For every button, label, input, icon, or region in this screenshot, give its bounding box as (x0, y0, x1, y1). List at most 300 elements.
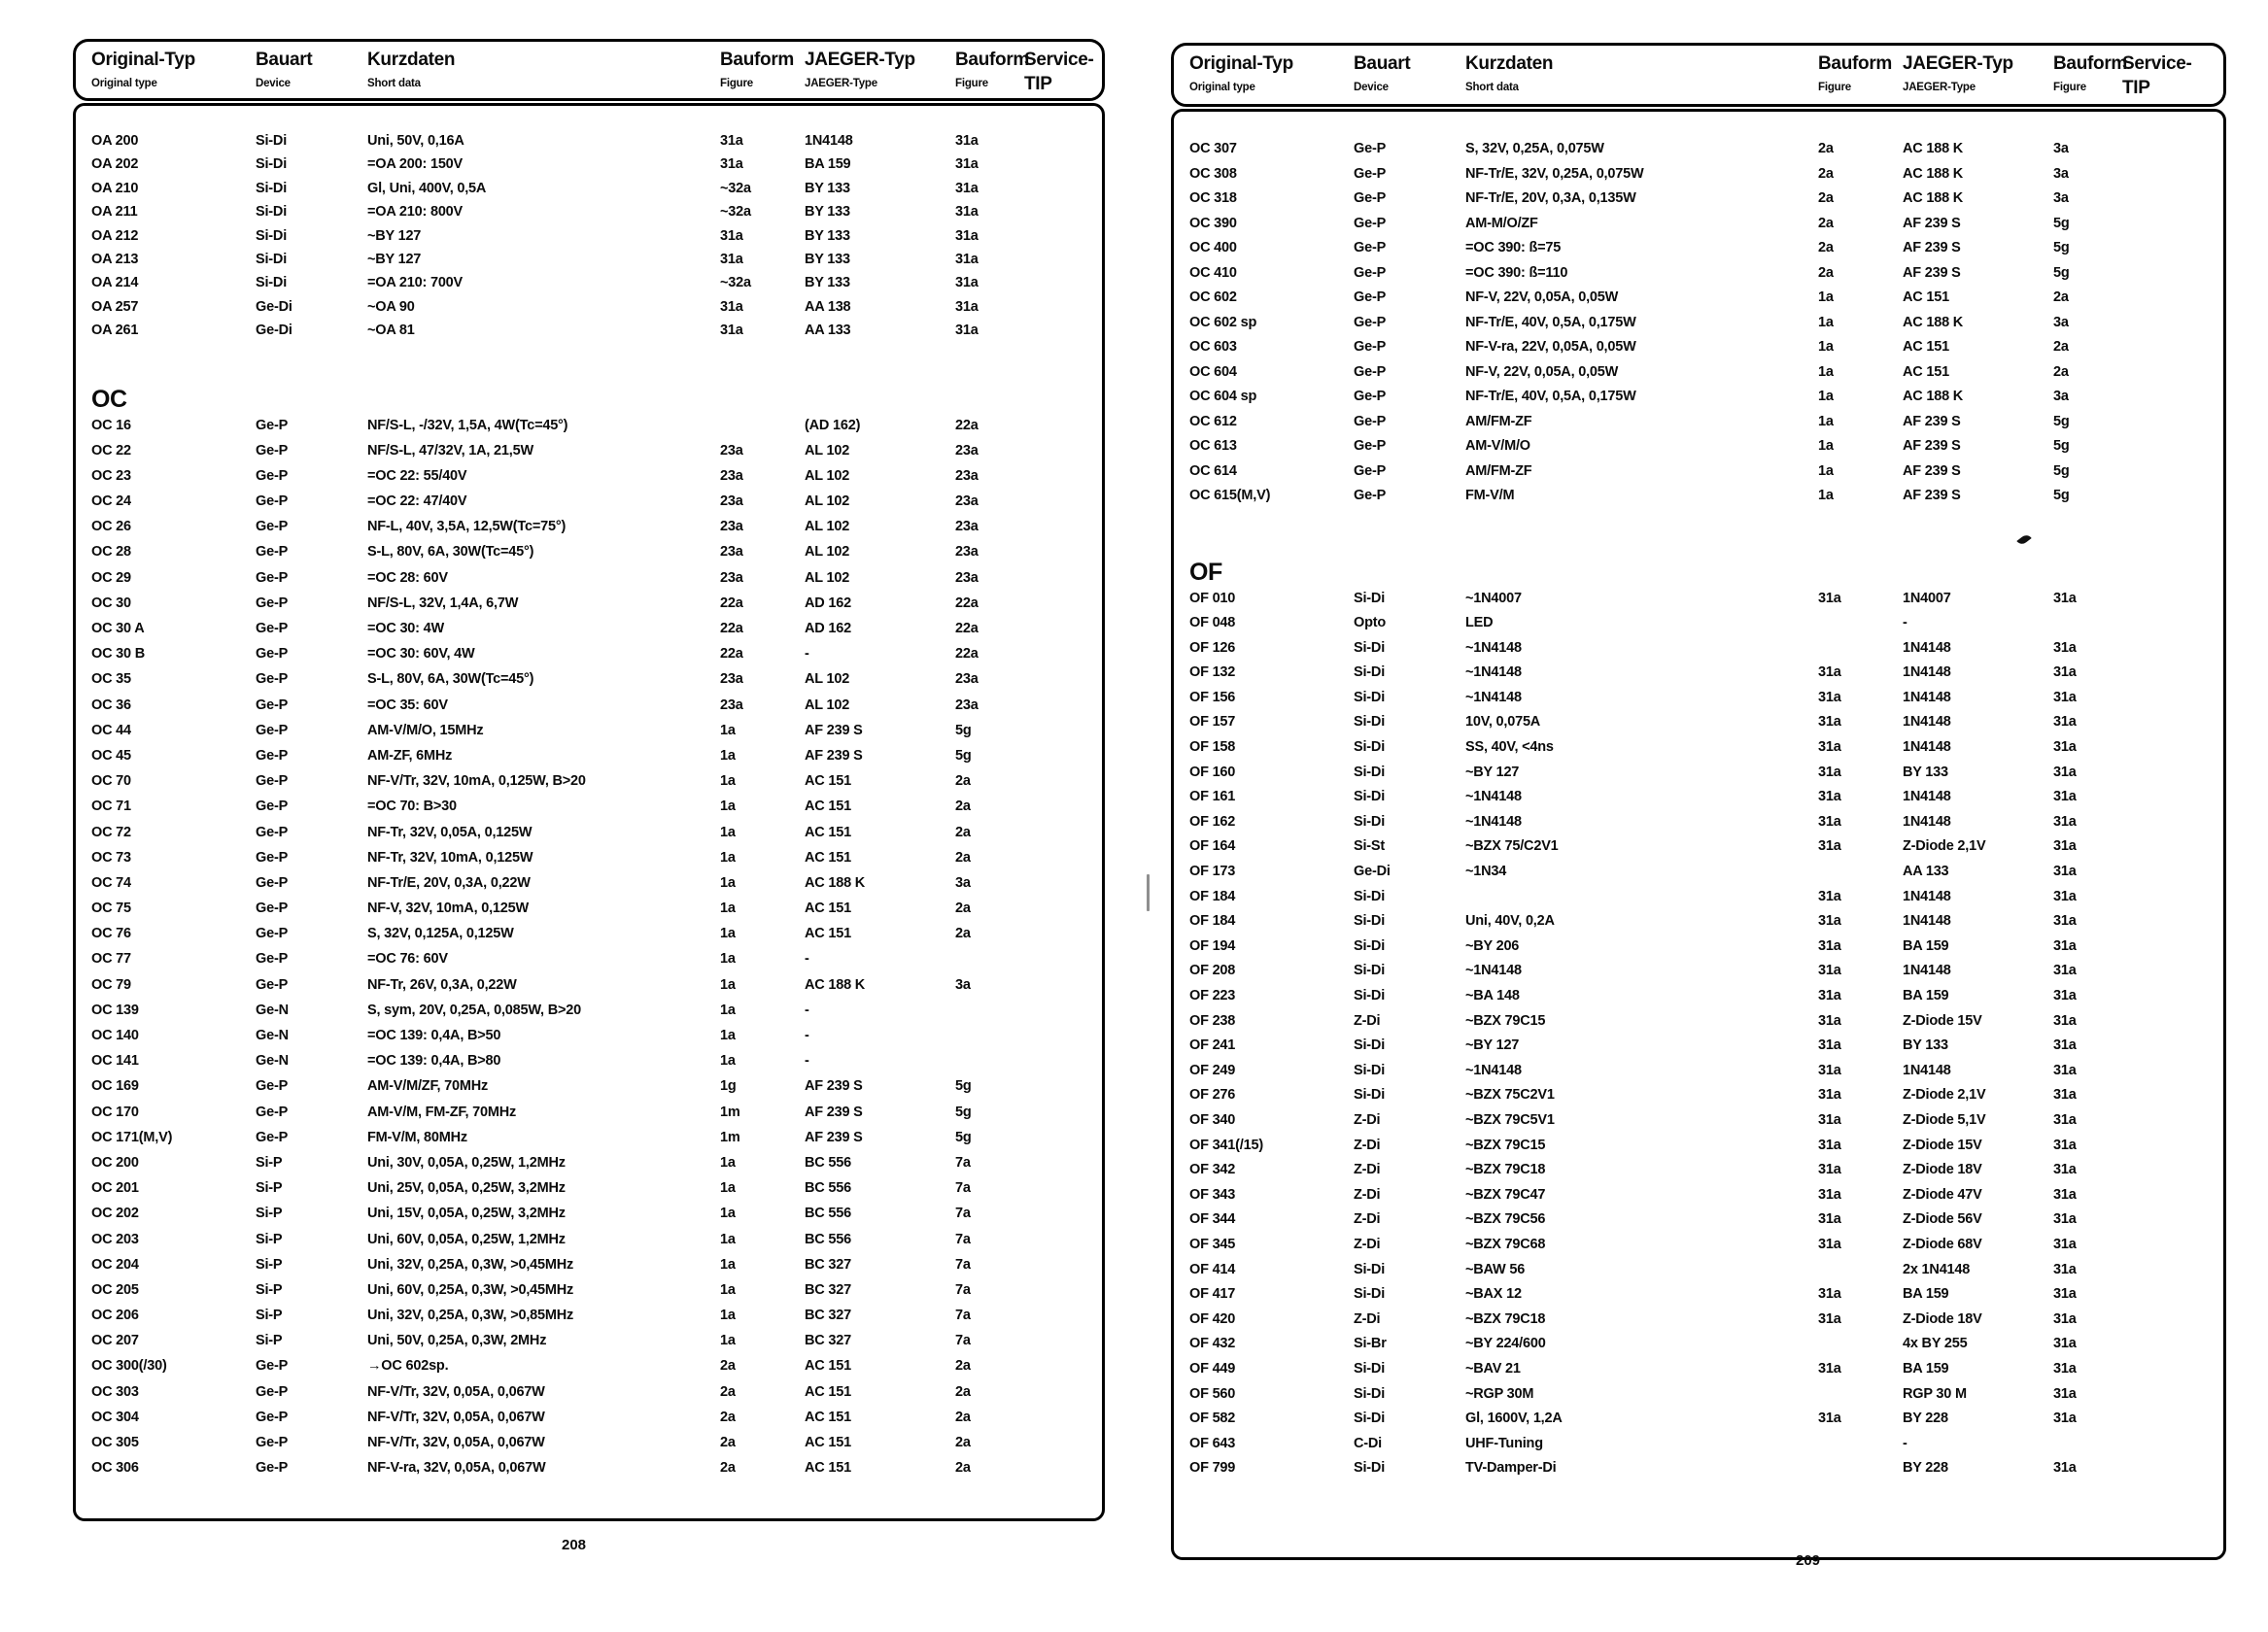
cell-original-type: OC 45 (91, 747, 131, 764)
cell-figure-2: 31a (2053, 864, 2077, 880)
col-label-de: Service- (2122, 53, 2192, 74)
cell-figure-1: 2a (1818, 240, 1834, 255)
cell-figure-2: 5g (955, 747, 972, 764)
cell-figure-2: 5g (955, 1078, 972, 1095)
cell-figure-2: 2a (955, 849, 971, 866)
cell-figure-2: 31a (2053, 1162, 2077, 1178)
cell-short-data: AM-V/M/O (1465, 438, 1530, 454)
cell-short-data: =OC 70: B>30 (367, 799, 457, 815)
cell-figure-2: 3a (2053, 190, 2069, 206)
cell-jaeger-type: AF 239 S (1903, 413, 1961, 429)
col-header-service-tip (1024, 50, 1094, 95)
scan-speck (1147, 874, 1150, 911)
table-row (1174, 1284, 2223, 1309)
cell-short-data: ~BY 127 (367, 227, 422, 244)
cell-figure-2: 3a (955, 874, 971, 891)
cell-jaeger-type: Z-Diode 2,1V (1903, 838, 1986, 855)
table-row (1174, 1036, 2223, 1061)
table-row (76, 899, 1102, 924)
cell-device: Si-Di (1354, 590, 1386, 606)
cell-device: Ge-P (1354, 264, 1387, 281)
cell-figure-1: 1m (720, 1129, 740, 1145)
cell-jaeger-type: AF 239 S (805, 722, 863, 738)
cell-figure-1: 31a (1818, 1211, 1841, 1228)
table-row (76, 1255, 1102, 1280)
col-label-de: Bauform (720, 50, 795, 70)
cell-original-type: OC 603 (1189, 339, 1237, 355)
cell-short-data: ~BZX 79C47 (1465, 1186, 1546, 1203)
cell-original-type: OC 35 (91, 671, 131, 688)
cell-figure-1: 2a (720, 1435, 736, 1451)
cell-original-type: OC 307 (1189, 141, 1237, 156)
cell-device: Ge-P (256, 901, 289, 917)
cell-figure-1: 1a (720, 1206, 736, 1222)
cell-original-type: OF 223 (1189, 988, 1236, 1003)
col-header-bauform-2 (2053, 53, 2127, 93)
cell-figure-1: 1a (720, 874, 736, 891)
cell-jaeger-type: AC 151 (805, 849, 851, 866)
cell-original-type: OC 614 (1189, 462, 1237, 479)
cell-original-type: OF 173 (1189, 864, 1236, 880)
cell-figure-2: 2a (955, 1460, 971, 1477)
cell-figure-2: 5g (2053, 438, 2070, 454)
cell-figure-1: 2a (720, 1409, 736, 1425)
col-label-en: Short data (1465, 82, 1519, 93)
cell-short-data: ~1N4148 (1465, 963, 1522, 979)
cell-figure-2: 31a (955, 251, 979, 267)
cell-short-data: AM-ZF, 6MHz (367, 747, 453, 764)
cell-device: Si-Di (256, 204, 288, 221)
cell-figure-2: 2a (955, 1435, 971, 1451)
cell-short-data: ~BZX 75C2V1 (1465, 1087, 1555, 1104)
cell-figure-2: 31a (2053, 1360, 2077, 1377)
cell-device: Si-Di (256, 275, 288, 291)
cell-figure-1: 1a (720, 747, 736, 764)
cell-figure-1: 31a (1818, 1137, 1841, 1153)
table-row (1174, 1458, 2223, 1483)
cell-device: Ge-P (256, 976, 289, 993)
cell-original-type: OC 205 (91, 1281, 139, 1298)
cell-jaeger-type: AF 239 S (1903, 264, 1961, 281)
cell-original-type: OA 261 (91, 323, 139, 339)
cell-original-type: OF 341(/15) (1189, 1137, 1263, 1153)
cell-original-type: OC 44 (91, 722, 131, 738)
cell-figure-1: 31a (1818, 1286, 1841, 1303)
cell-short-data: ~1N4148 (1465, 789, 1522, 805)
cell-device: Ge-P (256, 467, 289, 484)
cell-original-type: OF 345 (1189, 1236, 1236, 1252)
col-label-de: Service- (1024, 50, 1094, 70)
cell-short-data: NF/S-L, 47/32V, 1A, 21,5W (367, 442, 533, 459)
cell-short-data: AM/FM-ZF (1465, 462, 1532, 479)
cell-device: Ge-P (256, 1460, 289, 1477)
col-label-en: Figure (720, 78, 753, 89)
cell-figure-2: 31a (2053, 789, 2077, 805)
cell-original-type: OC 206 (91, 1308, 139, 1324)
table-row (1174, 263, 2223, 289)
table-row (76, 1204, 1102, 1229)
cell-figure-1: 22a (720, 595, 743, 611)
cell-device: Si-P (256, 1231, 283, 1247)
cell-figure-2: 23a (955, 467, 979, 484)
cell-jaeger-type: BC 556 (805, 1154, 851, 1171)
cell-short-data: NF-V/Tr, 32V, 0,05A, 0,067W (367, 1409, 545, 1425)
cell-device: Si-Di (1354, 913, 1386, 930)
cell-device: Ge-N (256, 1002, 289, 1018)
cell-device: Si-Di (1354, 1062, 1386, 1078)
cell-figure-1: 31a (1818, 1087, 1841, 1104)
cell-original-type: OC 141 (91, 1053, 139, 1070)
cell-jaeger-type: - (805, 951, 809, 968)
cell-short-data: NF-Tr/E, 40V, 0,5A, 0,175W (1465, 389, 1636, 404)
table-row (1174, 1209, 2223, 1235)
cell-short-data: =OC 28: 60V (367, 569, 448, 586)
cell-device: Z-Di (1354, 1162, 1381, 1178)
table-row (1174, 1061, 2223, 1086)
cell-figure-1: 31a (720, 227, 743, 244)
cell-jaeger-type: BC 327 (805, 1281, 851, 1298)
cell-short-data: =OC 30: 4W (367, 621, 444, 637)
cell-figure-2: 23a (955, 544, 979, 561)
cell-figure-2: 31a (2053, 988, 2077, 1003)
cell-figure-1: 1a (720, 1281, 736, 1298)
cell-figure-1: 31a (720, 298, 743, 315)
cell-figure-1: 1a (1818, 438, 1834, 454)
cell-device: Si-Di (1354, 664, 1386, 681)
cell-figure-1: 1a (1818, 339, 1834, 355)
cell-jaeger-type: BA 159 (805, 156, 851, 173)
cell-figure-2: 3a (955, 976, 971, 993)
cell-jaeger-type: 1N4148 (1903, 714, 1951, 731)
cell-jaeger-type: BA 159 (1903, 1286, 1949, 1303)
table-row (1174, 986, 2223, 1011)
cell-figure-2: 31a (2053, 1062, 2077, 1078)
cell-short-data: Uni, 32V, 0,25A, 0,3W, >0,45MHz (367, 1256, 574, 1273)
cell-figure-1: 1a (1818, 389, 1834, 404)
cell-short-data: =OC 390: ß=75 (1465, 240, 1562, 255)
cell-short-data: NF-V, 32V, 10mA, 0,125W (367, 901, 530, 917)
table-row (1174, 862, 2223, 887)
cell-device: Si-Di (256, 156, 288, 173)
cell-device: Ge-P (256, 951, 289, 968)
table-row (1174, 164, 2223, 189)
cell-jaeger-type: 1N4007 (1903, 590, 1951, 606)
cell-original-type: OC 22 (91, 442, 131, 459)
table-row (76, 542, 1102, 567)
cell-device: Ge-P (256, 493, 289, 510)
cell-jaeger-type: AC 151 (805, 799, 851, 815)
cell-short-data: Uni, 60V, 0,25A, 0,3W, >0,45MHz (367, 1281, 574, 1298)
cell-figure-2: 22a (955, 417, 979, 433)
cell-jaeger-type: 1N4148 (1903, 789, 1951, 805)
cell-figure-2: 31a (2053, 1286, 2077, 1303)
cell-figure-1: 1m (720, 1104, 740, 1120)
cell-figure-2: 31a (2053, 1211, 2077, 1228)
cell-original-type: OC 70 (91, 773, 131, 790)
col-header-jaeger-typ (805, 50, 915, 89)
cell-jaeger-type: AC 151 (805, 926, 851, 942)
cell-figure-1: 1a (720, 722, 736, 738)
cell-original-type: OC 303 (91, 1383, 139, 1400)
cell-figure-2: 5g (955, 1104, 972, 1120)
col-header-bauform-1 (720, 50, 794, 89)
cell-short-data: ~BA 148 (1465, 988, 1520, 1003)
cell-figure-1: 31a (720, 251, 743, 267)
table-row (1174, 1110, 2223, 1136)
cell-figure-1: 1a (720, 951, 736, 968)
cell-figure-1: 1a (720, 976, 736, 993)
cell-figure-1: 1a (720, 849, 736, 866)
cell-original-type: OC 30 (91, 595, 131, 611)
cell-jaeger-type: 1N4148 (1903, 664, 1951, 681)
cell-jaeger-type: AC 151 (805, 901, 851, 917)
cell-figure-2: 31a (2053, 913, 2077, 930)
cell-device: Si-P (256, 1180, 283, 1197)
cell-device: Si-Di (256, 180, 288, 196)
cell-short-data: NF-Tr, 32V, 0,05A, 0,125W (367, 824, 533, 840)
cell-jaeger-type: AC 188 K (1903, 389, 1964, 404)
cell-figure-1: 1a (1818, 462, 1834, 479)
cell-short-data: Gl, Uni, 400V, 0,5A (367, 180, 487, 196)
table-row (76, 1306, 1102, 1331)
cell-device: Ge-P (1354, 488, 1387, 503)
cell-original-type: OC 77 (91, 951, 131, 968)
table-row (1174, 589, 2223, 614)
col-header-bauform-1 (1818, 53, 1892, 93)
cell-short-data: ~1N4148 (1465, 664, 1522, 681)
cell-jaeger-type: 1N4148 (805, 133, 853, 149)
cell-short-data: =OA 210: 700V (367, 275, 464, 291)
cell-device: Si-Di (1354, 963, 1386, 979)
cell-figure-1: 2a (1818, 264, 1834, 281)
table-row (1174, 787, 2223, 812)
cell-short-data: FM-V/M, 80MHz (367, 1129, 467, 1145)
cell-device: C-Di (1354, 1435, 1383, 1451)
cell-figure-2: 5g (955, 722, 972, 738)
col-header-original-typ (91, 50, 195, 89)
cell-figure-1: ~32a (720, 204, 751, 221)
cell-short-data: NF-V/Tr, 32V, 10mA, 0,125W, B>20 (367, 773, 586, 790)
cell-original-type: OA 211 (91, 204, 138, 221)
cell-figure-2: 31a (955, 298, 979, 315)
table-row (76, 154, 1102, 178)
cell-figure-2: 23a (955, 697, 979, 713)
table-row (1174, 412, 2223, 437)
cell-original-type: OC 16 (91, 417, 131, 433)
cell-original-type: OC 74 (91, 874, 131, 891)
cell-short-data: ~1N4007 (1465, 590, 1522, 606)
cell-figure-1: 31a (1818, 813, 1841, 830)
table-row (76, 441, 1102, 466)
cell-original-type: OF 132 (1189, 664, 1236, 681)
cell-figure-2: 7a (955, 1206, 971, 1222)
cell-device: Ge-P (256, 621, 289, 637)
cell-short-data: ~BZX 75/C2V1 (1465, 838, 1559, 855)
cell-jaeger-type: BC 556 (805, 1206, 851, 1222)
cell-short-data: ~1N4148 (1465, 813, 1522, 830)
cell-short-data: ~BY 127 (1465, 764, 1520, 780)
cell-original-type: OF 162 (1189, 813, 1236, 830)
table-row (76, 202, 1102, 225)
page-number: 208 (562, 1537, 587, 1553)
cell-jaeger-type: BY 228 (1903, 1411, 1948, 1427)
cell-short-data: AM-V/M/O, 15MHz (367, 722, 484, 738)
cell-device: Ge-Di (256, 323, 292, 339)
cell-figure-1: 31a (1818, 1310, 1841, 1327)
cell-original-type: OF 156 (1189, 689, 1236, 705)
cell-short-data: Gl, 1600V, 1,2A (1465, 1411, 1563, 1427)
col-label-de: Bauart (256, 50, 313, 70)
cell-original-type: OC 30 B (91, 646, 146, 663)
table-row (1174, 1011, 2223, 1037)
cell-device: Si-Di (1354, 988, 1386, 1003)
cell-figure-1: 1a (720, 1180, 736, 1197)
cell-device: Ge-P (256, 849, 289, 866)
table-row (76, 250, 1102, 273)
cell-original-type: OC 202 (91, 1206, 139, 1222)
page-number: 209 (1796, 1552, 1821, 1569)
cell-jaeger-type: AL 102 (805, 697, 850, 713)
cell-device: Ge-P (256, 1383, 289, 1400)
table-row (1174, 887, 2223, 912)
cell-figure-1: 31a (1818, 1186, 1841, 1203)
cell-figure-1: 31a (1818, 739, 1841, 756)
cell-original-type: OF 241 (1189, 1037, 1236, 1054)
cell-short-data: NF-V/Tr, 32V, 0,05A, 0,067W (367, 1435, 545, 1451)
cell-original-type: OF 799 (1189, 1460, 1236, 1477)
cell-jaeger-type: 2x 1N4148 (1903, 1261, 1971, 1277)
cell-device: Ge-P (256, 1129, 289, 1145)
cell-figure-2: 31a (2053, 590, 2077, 606)
cell-original-type: OC 615(M,V) (1189, 488, 1271, 503)
cell-short-data: =OA 200: 150V (367, 156, 464, 173)
cell-device: Z-Di (1354, 1211, 1381, 1228)
cell-device: Ge-Di (1354, 864, 1391, 880)
cell-short-data: Uni, 30V, 0,05A, 0,25W, 1,2MHz (367, 1154, 566, 1171)
cell-jaeger-type: AD 162 (805, 595, 851, 611)
cell-jaeger-type: AC 151 (805, 1435, 851, 1451)
cell-figure-1: 2a (1818, 190, 1834, 206)
cell-original-type: OA 213 (91, 251, 139, 267)
cell-figure-2: 2a (955, 901, 971, 917)
cell-short-data: Uni, 40V, 0,2A (1465, 913, 1555, 930)
cell-figure-2: 31a (2053, 813, 2077, 830)
cell-figure-2: 22a (955, 621, 979, 637)
cell-figure-2: 31a (2053, 1186, 2077, 1203)
cell-jaeger-type: BC 556 (805, 1180, 851, 1197)
cell-original-type: OA 257 (91, 298, 139, 315)
cell-jaeger-type: Z-Diode 18V (1903, 1162, 1982, 1178)
cell-figure-2: 31a (2053, 739, 2077, 756)
cell-short-data: =OC 139: 0,4A, B>80 (367, 1053, 501, 1070)
table-row (76, 1178, 1102, 1204)
table-row (1174, 288, 2223, 313)
cell-short-data: NF/S-L, -/32V, 1,5A, 4W(Tc=45°) (367, 417, 568, 433)
col-header-service-tip (2122, 53, 2192, 99)
cell-original-type: OC 200 (91, 1154, 139, 1171)
cell-original-type: OF 343 (1189, 1186, 1236, 1203)
cell-original-type: OF 420 (1189, 1310, 1236, 1327)
cell-short-data: NF-V/Tr, 32V, 0,05A, 0,067W (367, 1383, 545, 1400)
cell-device: Ge-Di (256, 298, 292, 315)
table-row (1174, 1384, 2223, 1410)
col-label-de: JAEGER-Typ (1903, 53, 2013, 74)
cell-figure-1: 22a (720, 621, 743, 637)
col-label-en: Device (1354, 82, 1389, 93)
cell-jaeger-type: (AD 162) (805, 417, 861, 433)
cell-device: Z-Di (1354, 1111, 1381, 1128)
cell-device: Ge-P (256, 646, 289, 663)
table-row (1174, 763, 2223, 788)
cell-original-type: OF 560 (1189, 1385, 1236, 1402)
table-row (76, 321, 1102, 344)
cell-figure-2: 31a (2053, 1385, 2077, 1402)
cell-device: Si-Di (256, 133, 288, 149)
table-row (1174, 436, 2223, 461)
cell-device: Ge-P (1354, 314, 1387, 330)
cell-original-type: OA 212 (91, 227, 139, 244)
cell-figure-1: 1a (720, 1333, 736, 1349)
cell-jaeger-type: AL 102 (805, 442, 850, 459)
cell-jaeger-type: BC 556 (805, 1231, 851, 1247)
cell-short-data: NF-V-ra, 32V, 0,05A, 0,067W (367, 1460, 546, 1477)
cell-device: Si-Di (256, 251, 288, 267)
cell-figure-2: 31a (2053, 1460, 2077, 1477)
table-row (76, 1331, 1102, 1356)
cell-short-data: →OC 602sp. (367, 1358, 449, 1375)
cell-figure-2: 5g (955, 1129, 972, 1145)
table-row (76, 746, 1102, 771)
cell-figure-1: 1a (720, 1002, 736, 1018)
cell-device: Si-P (256, 1206, 283, 1222)
table-row (76, 848, 1102, 873)
cell-figure-1: 31a (1818, 1162, 1841, 1178)
cell-original-type: OF 340 (1189, 1111, 1236, 1128)
cell-short-data: ~BZX 79C68 (1465, 1236, 1546, 1252)
col-label-en: Figure (955, 78, 988, 89)
cell-jaeger-type: BY 228 (1903, 1460, 1948, 1477)
cell-jaeger-type: BY 133 (805, 227, 850, 244)
cell-original-type: OC 72 (91, 824, 131, 840)
cell-jaeger-type: BC 327 (805, 1256, 851, 1273)
col-label-en: TIP (2122, 78, 2150, 98)
cell-short-data: S, 32V, 0,125A, 0,125W (367, 926, 514, 942)
table-row (1174, 1359, 2223, 1384)
cell-device: Si-P (256, 1333, 283, 1349)
cell-jaeger-type: AL 102 (805, 569, 850, 586)
table-row (1174, 911, 2223, 936)
cell-figure-2: 31a (955, 227, 979, 244)
cell-jaeger-type: AF 239 S (1903, 488, 1961, 503)
table-row (1174, 1160, 2223, 1185)
cell-jaeger-type: BY 133 (1903, 1037, 1948, 1054)
cell-figure-2: 2a (955, 1409, 971, 1425)
cell-original-type: OC 79 (91, 976, 131, 993)
table-row (1174, 836, 2223, 862)
col-header-jaeger-typ (1903, 53, 2013, 93)
cell-short-data: Uni, 50V, 0,25A, 0,3W, 2MHz (367, 1333, 547, 1349)
cell-figure-2: 31a (955, 180, 979, 196)
cell-short-data: ~BAW 56 (1465, 1261, 1526, 1277)
cell-figure-1: 1a (720, 773, 736, 790)
cell-original-type: OC 300(/30) (91, 1358, 167, 1375)
cell-original-type: OC 139 (91, 1002, 139, 1018)
cell-figure-2: 31a (955, 156, 979, 173)
cell-short-data: ~BZX 79C18 (1465, 1310, 1546, 1327)
cell-short-data: =OC 30: 60V, 4W (367, 646, 475, 663)
cell-device: Ge-P (256, 1409, 289, 1425)
cell-short-data: NF/S-L, 32V, 1,4A, 6,7W (367, 595, 519, 611)
